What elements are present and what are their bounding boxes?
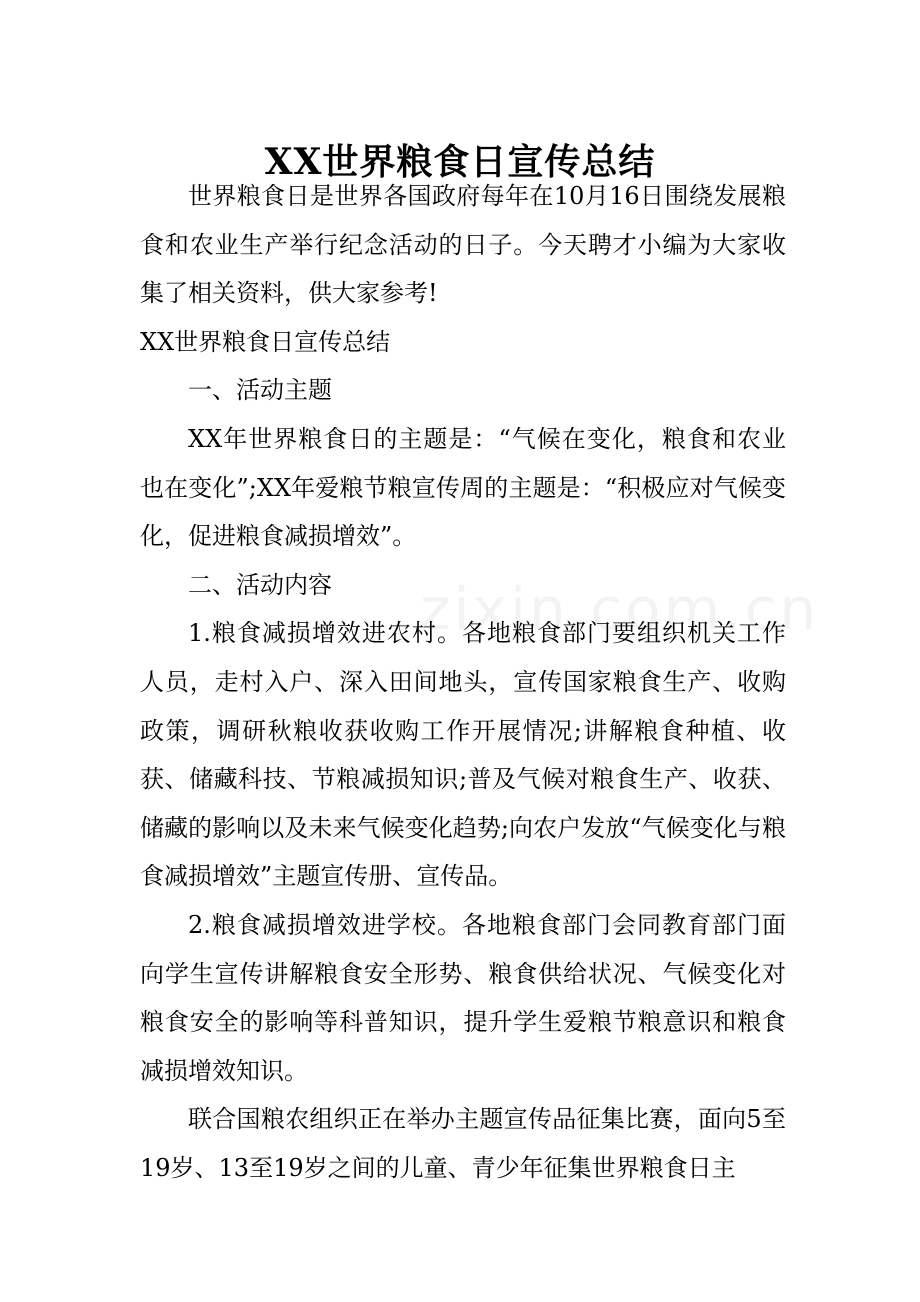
- page-title: XX世界粮食日宣传总结: [264, 141, 656, 184]
- content-item-1: 1.粮食减损增效进农村。各地粮食部门要组织机关工作人员，走村入户、深入田间地头，宣传国家粮食生产、收购政策，调研秋粮收获收购工作开展情况;讲解粮食种植、收获、储藏科技、节粮减损知识;普及气候对粮食生产、收获、储藏的影响以及未来气候变化趋势;向农户发放“气候变化与粮食减损增效”主题宣传册、宣传品。: [140, 619, 786, 891]
- document-body: [140, 172, 786, 1192]
- theme-paragraph: XX年世界粮食日的主题是：“气候在变化，粮食和农业也在变化”;XX年爱粮节粮宣传周的主题是：“积极应对气候变化，促进粮食减损增效”。: [140, 424, 786, 551]
- contest-paragraph: 联合国粮农组织正在举办主题宣传品征集比赛，面向5至19岁、13至19岁之间的儿童、青少年征集世界粮食日主: [140, 1105, 786, 1182]
- intro-paragraph: 世界粮食日是世界各国政府每年在10月16日围绕发展粮食和农业生产举行纪念活动的日子。今天聘才小编为大家收集了相关资料，供大家参考!: [140, 182, 786, 308]
- subheading-content: 二、活动内容: [188, 570, 332, 599]
- section-heading: XX世界粮食日宣传总结: [140, 327, 391, 356]
- content-item-2: 2.粮食减损增效进学校。各地粮食部门会同教育部门面向学生宣传讲解粮食安全形势、粮食供给状况、气候变化对粮食安全的影响等科普知识，提升学生爱粮节粮意识和粮食减损增效知识。: [140, 910, 786, 1085]
- subheading-theme: 一、活动主题: [188, 376, 332, 405]
